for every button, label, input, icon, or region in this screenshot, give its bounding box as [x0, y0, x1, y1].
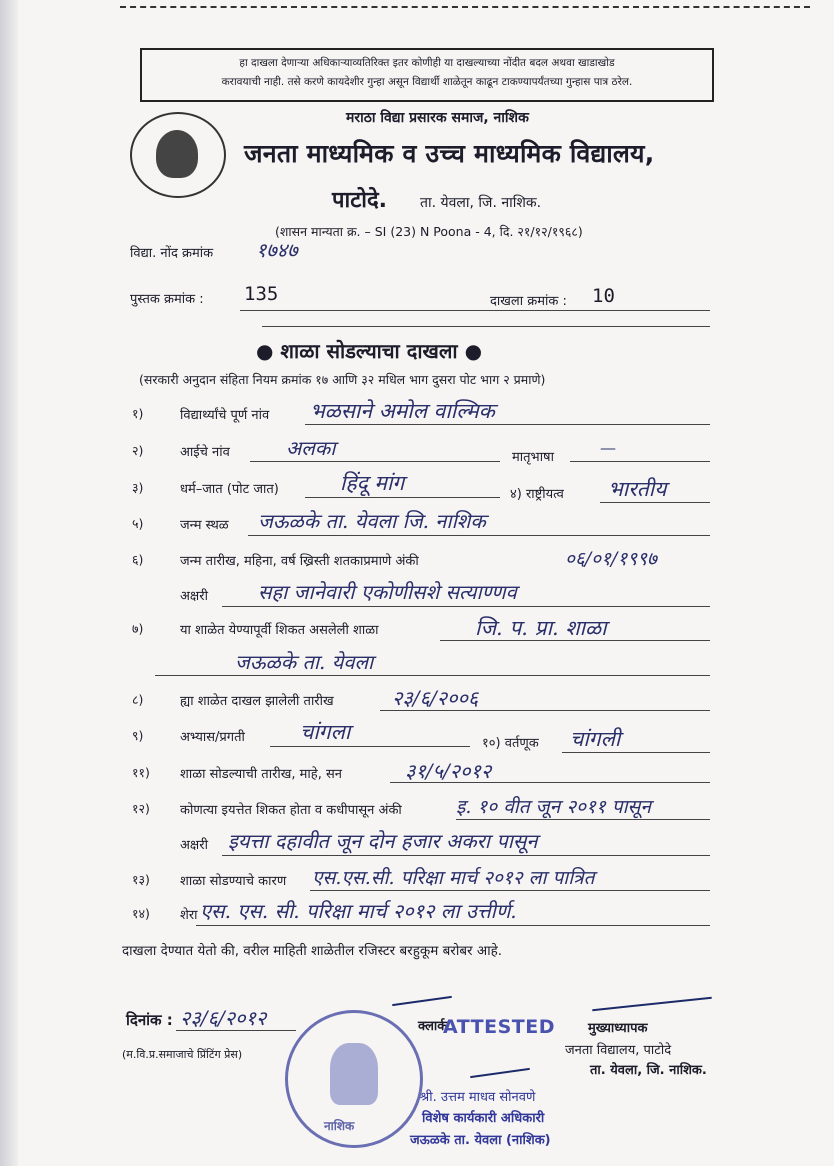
book-number-label: पुस्तक क्रमांक :: [130, 292, 204, 307]
reg-number-value: १७४७: [256, 238, 298, 262]
cert-number-value: 10: [592, 285, 615, 307]
field-5-rule: [248, 535, 710, 536]
field-6-value: ०६/०१/१९९७: [565, 548, 657, 570]
field-12b-value: इयत्ता दहावीत जून दोन हजार अकरा पासून: [228, 829, 538, 853]
government-stamp: [285, 1010, 423, 1148]
field-6b-value: सहा जानेवारी एकोणीसशे सत्याण्णव: [258, 580, 517, 604]
field-9-number: ९): [132, 728, 144, 743]
field-1-number: १): [132, 406, 144, 421]
field-12-number: १२): [132, 801, 150, 816]
mother-tongue-rule: [570, 461, 710, 462]
book-number-value: 135: [244, 283, 279, 305]
field-7b-value: जऊळके ता. येवला: [235, 650, 374, 674]
field-10-rule: [562, 752, 710, 753]
field-8-label: ह्या शाळेत दाखल झालेली तारीख: [180, 694, 334, 709]
field-4-value: भारतीय: [608, 477, 667, 501]
notice-line-1: हा दाखला देणाऱ्या अधिकाऱ्याव्यतिरिक्त इतर कोणीही या दाखल्याच्या नोंदीत बदल अथवा खाडाखोड: [239, 57, 615, 69]
field-5-label: जन्म स्थळ: [180, 518, 229, 533]
society-name: मराठा विद्या प्रसारक समाज, नाशिक: [346, 110, 529, 126]
field-12-label: कोणत्या इयत्तेत शिकत होता व कधीपासून अंकी: [180, 803, 402, 818]
school-address: ता. येवला, जि. नाशिक.: [590, 1063, 707, 1078]
field-4-rule: [600, 502, 710, 503]
field-8-number: ८): [132, 692, 144, 707]
field-13-value: एस.एस.सी. परिक्षा मार्च २०१२ ला पात्रित: [312, 867, 595, 889]
field-2-label: आईचे नांव: [180, 445, 230, 460]
school-place: पाटोदे.: [332, 188, 388, 213]
school-place-sub: ता. येवला, जि. नाशिक.: [420, 195, 542, 211]
officer-name: श्री. उत्तम माधव सोनवणे: [420, 1090, 536, 1105]
reg-number-label: विद्या. नोंद क्रमांक: [130, 246, 214, 261]
field-12b-rule: [222, 855, 710, 856]
field-14-rule: [196, 925, 710, 926]
field-7-label: या शाळेत येण्यापूर्वी शिकत असलेली शाळा: [180, 623, 379, 638]
field-11-label: शाळा सोडल्याची तारीख, माहे, सन: [180, 767, 342, 782]
field-12-value: इ. १० वीत जून २०११ पासून: [456, 796, 651, 818]
field-5-value: जऊळके ता. येवला जि. नाशिक: [258, 509, 486, 533]
field-9-value: चांगला: [300, 720, 351, 744]
top-dashed-line: [120, 6, 810, 8]
mother-tongue-value: —: [600, 438, 616, 457]
field-7b-rule: [155, 675, 710, 676]
field-13-label: शाळा सोडण्याचे कारण: [180, 874, 287, 889]
certificate-title: ● शाळा सोडल्याचा दाखला ●: [256, 339, 483, 363]
field-4-label: ४) राष्ट्रीयत्व: [510, 487, 564, 502]
field-6b-label: अक्षरी: [180, 589, 208, 604]
officer-place: जऊळके ता. येवला (नाशिक): [410, 1133, 551, 1148]
society-logo-icon: [130, 112, 226, 198]
school-name: जनता माध्यमिक व उच्च माध्यमिक विद्यालय,: [244, 139, 655, 168]
field-11-rule: [390, 782, 710, 783]
field-2-value: अलका: [286, 436, 336, 460]
field-11-number: ११): [132, 765, 150, 780]
recognition-line: (शासन मान्यता क्र. – SI (23) N Poona - 4, दि. २१/१२/१९६८): [275, 224, 583, 239]
school-short-name: जनता विद्यालय, पाटोदे: [565, 1043, 672, 1058]
press-note: (म.वि.प्र.समाजाचे प्रिंटिंग प्रेस): [122, 1048, 243, 1061]
field-13-rule: [310, 890, 710, 891]
field-14-value: एस. एस. सी. परिक्षा मार्च २०१२ ला उत्तीर्ण.: [200, 899, 517, 923]
field-12b-label: अक्षरी: [180, 838, 208, 853]
field-14-label: शेरा: [180, 908, 198, 923]
certification-statement: दाखला देण्यात येतो की, वरील माहिती शाळेतील रजिस्टर बरहुकूम बरोबर आहे.: [122, 943, 503, 959]
date-value: २३/६/२०१२: [180, 1006, 267, 1030]
field-2-rule: [250, 461, 500, 462]
field-1-rule: [305, 424, 710, 425]
clerk-label: क्लार्क: [418, 1019, 448, 1034]
stamp-text: नाशिक: [324, 1119, 355, 1133]
field-6b-rule: [222, 606, 710, 607]
field-7-rule: [440, 640, 710, 641]
registry-rule: [240, 310, 710, 311]
field-3-value: हिंदू मांग: [340, 471, 405, 495]
warning-notice-box: [140, 48, 714, 102]
officer-title: विशेष कार्यकारी अधिकारी: [422, 1111, 545, 1126]
field-3-number: ३): [132, 480, 144, 495]
paper-edge: [0, 0, 18, 1166]
field-9-label: अभ्यास/प्रगती: [180, 730, 245, 745]
field-6-number: ६): [132, 552, 144, 567]
field-3-rule: [305, 497, 500, 498]
cert-number-label: दाखला क्रमांक :: [490, 294, 567, 309]
officer-signature: [470, 1068, 530, 1078]
field-8-value: २३/६/२००६: [392, 686, 479, 710]
notice-line-2: करावयाची नाही. तसे करणे कायदेशीर गुन्हा असून विद्यार्थी शाळेतून काढून टाकण्यापर्यंतच्या गुन्हास पात्र ठरेल.: [221, 76, 633, 88]
field-14-number: १४): [132, 906, 150, 921]
field-10-value: चांगली: [570, 727, 621, 751]
date-label: दिनांक :: [126, 1011, 173, 1029]
field-6-label: जन्म तारीख, महिना, वर्ष ख्रिस्ती शतकाप्रमाणे अंकी: [180, 554, 419, 569]
date-rule: [176, 1030, 296, 1031]
certificate-subtitle: (सरकारी अनुदान संहिता नियम क्रमांक १७ आणि ३२ मधिल भाग दुसरा पोट भाग २ प्रमाणे): [139, 372, 546, 387]
clerk-signature: [392, 996, 452, 1006]
mother-tongue-label: मातृभाषा: [512, 450, 554, 465]
field-1-label: विद्यार्थ्यांचे पूर्ण नांव: [180, 408, 270, 423]
field-2-number: २): [132, 443, 144, 458]
registry-rule-2: [262, 326, 710, 327]
emblem-icon: [330, 1043, 378, 1105]
head-signature: [592, 997, 712, 1012]
field-5-number: ५): [132, 516, 144, 531]
field-7-value: जि. प. प्रा. शाळा: [475, 616, 607, 640]
field-13-number: १३): [132, 872, 150, 887]
field-10-label: १०) वर्तणूक: [482, 736, 539, 751]
field-3-label: धर्म–जात (पोट जात): [180, 482, 279, 497]
field-1-value: भळसाने अमोल वाल्मिक: [310, 399, 495, 423]
head-label: मुख्याध्यापक: [588, 1021, 648, 1036]
field-8-rule: [380, 710, 710, 711]
attested-stamp: ATTESTED: [443, 1016, 555, 1038]
field-9-rule: [270, 746, 470, 747]
field-11-value: ३१/५/२०१२: [405, 759, 492, 783]
field-7-number: ७): [132, 621, 144, 636]
field-12-rule: [456, 819, 710, 820]
